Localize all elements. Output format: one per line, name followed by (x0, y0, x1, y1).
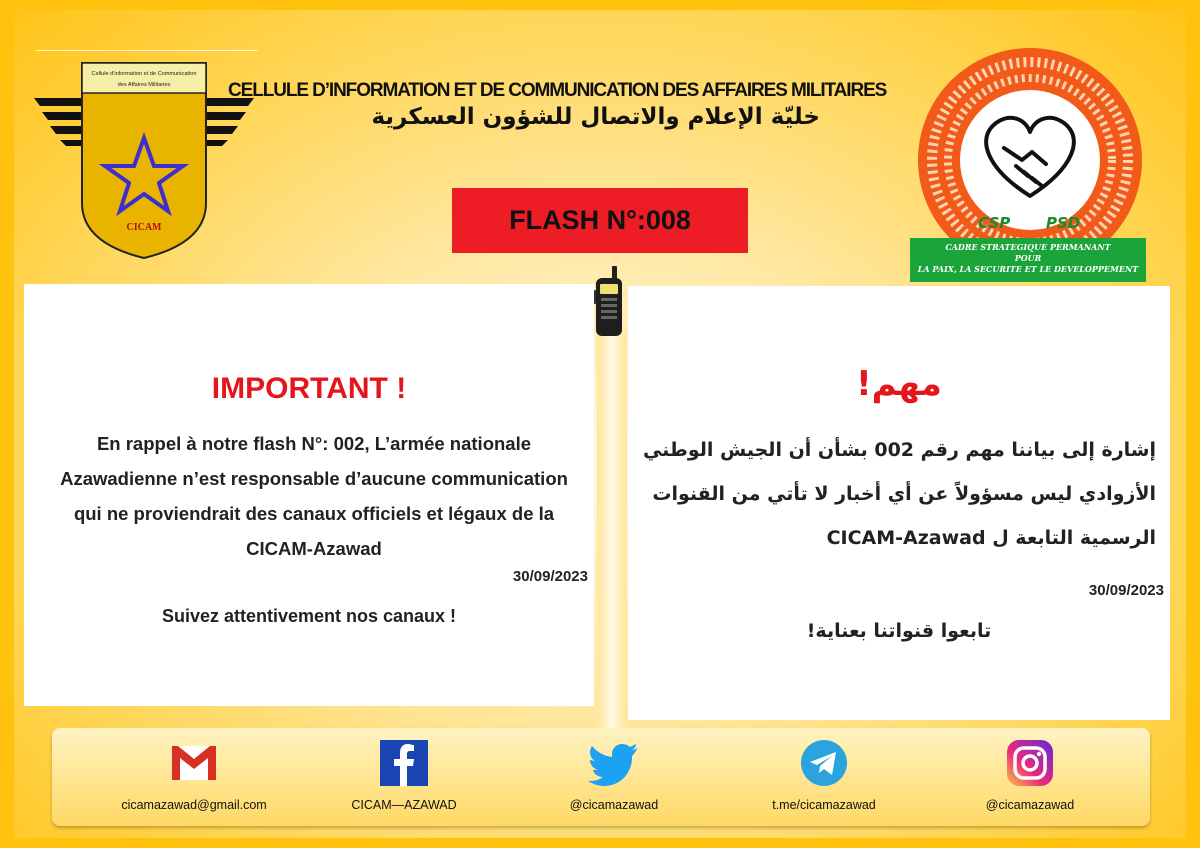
gmail-icon (166, 738, 222, 788)
important-title: IMPORTANT ! (211, 372, 407, 405)
telegram-icon (796, 738, 852, 788)
contact-facebook-label: CICAM—AZAWAD (351, 798, 457, 812)
csp-banner-line2: POUR (1014, 253, 1042, 263)
header-title-ar: خليّة الإعلام والاتصال للشؤون العسكرية (371, 104, 820, 130)
contact-facebook[interactable] (314, 738, 494, 812)
contact-twitter[interactable] (524, 738, 704, 812)
contact-instagram[interactable] (940, 738, 1120, 812)
arabic-date: 30/09/2023 (1088, 582, 1164, 599)
arabic-body-text: إشارة إلى بياننا مهم رقم 002 بشأن أن الجيش الوطني الأزوادي ليس مسؤولاً عن أي أخبار لا تأتي من القنوات الرسمية التابعة ل CICAM-Azawad (642, 439, 1156, 549)
french-body-text: En rappel à notre flash N°: 002, L’armée nationale Azawadienne n’est responsable d’aucune communication qui ne proviendrait des canaux officiels et légaux de la CICAM-Azawad (60, 433, 568, 559)
contact-instagram-label: @cicamazawad (985, 798, 1075, 812)
contact-footer (52, 728, 1150, 826)
contact-gmail[interactable] (104, 738, 284, 812)
french-follow-text: Suivez attentivement nos canaux ! (161, 606, 457, 626)
csp-banner (910, 238, 1146, 282)
french-date: 30/09/2023 (512, 568, 588, 585)
radio-icon (590, 266, 628, 340)
instagram-icon (1002, 738, 1058, 788)
twitter-icon (586, 738, 642, 788)
arabic-notice-panel (628, 286, 1170, 720)
arabic-follow-text: تابعوا قنواتنا بعناية! (806, 620, 992, 642)
csp-banner-line3: LA PAIX, LA SECURITE ET LE DEVELOPPEMENT (917, 264, 1139, 274)
psd-label: PSD (1046, 214, 1081, 232)
top-divider-line (36, 50, 258, 51)
arabic-important-title: مهم! (856, 364, 942, 404)
csp-banner-line1: CADRE STRATEGIQUE PERMANANT (945, 242, 1111, 252)
center-divider (597, 330, 627, 730)
header-title-fr: CELLULE D’INFORMATION ET DE COMMUNICATION DES AFFAIRES MILITAIRES (228, 80, 887, 101)
contact-telegram-label: t.me/cicamazawad (772, 798, 876, 812)
cicam-logo-line1: Cellule d'information et de Communication (91, 71, 197, 77)
contact-telegram[interactable] (734, 738, 914, 812)
cicam-logo (30, 58, 258, 263)
facebook-icon (376, 738, 432, 788)
csp-label: CSP (978, 214, 1011, 232)
cicam-logo-line2: des Affaires Militaires (117, 82, 171, 88)
contact-twitter-label: @cicamazawad (569, 798, 659, 812)
french-notice-panel (24, 284, 594, 706)
flash-number-box: FLASH N°:008 (452, 188, 748, 253)
cicam-logo-name: CICAM (126, 222, 162, 233)
contact-gmail-label: cicamazawad@gmail.com (121, 798, 267, 812)
